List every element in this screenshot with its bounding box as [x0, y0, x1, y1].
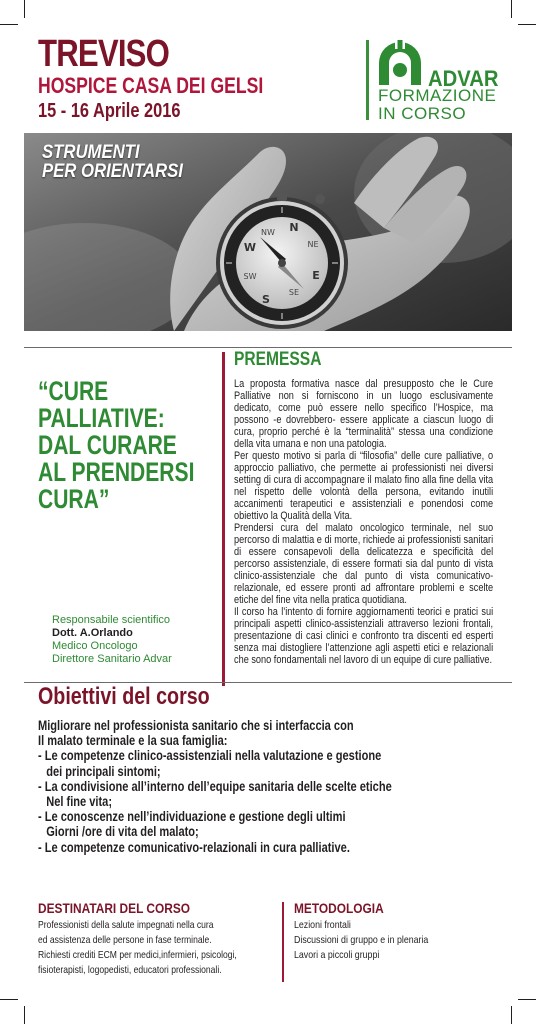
photo-title-line: PER ORIENTARSI	[42, 161, 183, 182]
crop-mark	[0, 24, 18, 25]
obiettivi-heading: Obiettivi del corso	[38, 683, 210, 710]
obiettivi-line: Nel fine vita;	[46, 794, 113, 810]
crop-mark	[24, 0, 25, 18]
obiettivi-line: - Le competenze comunicativo-relazionali in cura palliative.	[38, 839, 350, 855]
premessa-paragraph: La proposta formativa nasce dal presupposto che le Cure Palliative non si forniscono in un luogo esclusivamente dedicato, come può essere nello specifico l’Hospice, ma possono -e dovrebbero- essere applicate a ciascun luogo di cura, proprio perché è la “terminalità” stessa una condizione della vita umana e non una patologia.	[234, 378, 494, 450]
crop-mark	[511, 0, 512, 18]
logo-name: ADVAR	[428, 66, 499, 91]
compass-letter-s: S	[262, 293, 270, 306]
obiettivi-line: Migliorare nel professionista sanitario che si interfaccia con	[38, 718, 354, 733]
obiettivi-line: - La condivisione all’interno dell’equipe sanitaria delle scelte etiche	[38, 778, 392, 794]
logo-tagline: IN CORSO	[378, 104, 467, 123]
premessa-heading: PREMESSA	[234, 349, 322, 370]
venue-name: HOSPICE CASA DEI GELSI	[38, 73, 264, 98]
section-divider	[24, 347, 512, 348]
logo-tagline: FORMAZIONE	[378, 86, 497, 105]
logo-divider	[366, 40, 369, 120]
obiettivi-line: dei principali sintomi;	[46, 763, 161, 779]
metodologia-line: Lezioni frontali	[294, 919, 351, 931]
destinatari-line: Richiesti crediti ECM per medici,infermieri, psicologi,	[38, 950, 237, 961]
scientific-lead-label: Responsabile scientifico	[52, 614, 171, 626]
scientific-lead-role: Medico Oncologo	[52, 640, 138, 652]
pull-quote-line: AL PRENDERSI	[38, 457, 195, 487]
crop-mark	[0, 999, 18, 1000]
metodologia-text	[294, 918, 428, 963]
premessa-paragraph: Per questo motivo si parla di “filosofia” delle cure palliative, o approccio palliativo, che permette ai professionisti nei diversi setting di cura di accompagnare il malato fino alla fine della vita nel rispetto delle volontà della persona, evitando inutili accanimenti terapeutici e assistenziali e ponendosi come obiettivo la Qualità della Vita.	[234, 450, 494, 522]
metodologia-line: Discussioni di gruppo e in plenaria	[294, 934, 429, 946]
column-divider	[222, 352, 225, 686]
pull-quote	[38, 376, 195, 514]
compass-letter-nw: NW	[261, 228, 275, 237]
compass-letter-se: SE	[288, 288, 300, 297]
destinatari-line: Professionisti della salute impegnati nella cura	[38, 920, 214, 931]
crop-mark	[518, 999, 536, 1000]
pull-quote-line: PALLIATIVE:	[38, 403, 165, 433]
compass-letter-sw: SW	[243, 272, 257, 281]
compass-letter-ne: NE	[307, 240, 319, 249]
obiettivi-line: - Le conoscenze nell’individuazione e gestione degli ultimi	[38, 809, 346, 825]
crop-mark	[518, 24, 536, 25]
page-title: TREVISO	[38, 33, 170, 75]
scientific-lead-name: Dott. A.Orlando	[52, 627, 133, 639]
obiettivi-list	[38, 718, 464, 855]
metodologia-heading: METODOLOGIA	[294, 900, 384, 916]
compass-letter-n: N	[289, 221, 299, 234]
column-divider	[282, 902, 284, 982]
hero-photo	[24, 133, 512, 331]
obiettivi-line: - Le competenze clinico-assistenziali nella valutazione e gestione	[38, 748, 382, 764]
advar-emblem-icon	[376, 40, 432, 90]
photo-title	[42, 143, 183, 181]
compass-letter-e: E	[312, 269, 320, 282]
event-dates: 15 - 16 Aprile 2016	[38, 100, 181, 122]
premessa-paragraph: Prendersi cura del malato oncologico terminale, nel suo percorso di malattia e di morte, richiede ai professionisti sanitari di essere consapevoli della delicatezza e specificità del percorso assistenziale, di essere formati sia dal punto di vista clinico-assistenziale che dal punto di vista comunicativo-relazionale, ed essere pronti ad affrontare problemi e scelte etiche del fine vita nella pratica quotidiana.	[234, 522, 494, 606]
destinatari-heading: DESTINATARI DEL CORSO	[38, 900, 191, 916]
premessa-text	[234, 378, 493, 666]
scientific-lead	[52, 614, 172, 666]
crop-mark	[24, 1006, 25, 1024]
destinatari-line: fisioterapisti, logopedisti, educatori professionali.	[38, 965, 222, 976]
scientific-lead-role: Direttore Sanitario Advar	[52, 653, 172, 665]
metodologia-line: Lavori a piccoli gruppi	[294, 949, 380, 961]
header	[38, 33, 320, 124]
obiettivi-line: Giorni /ore di vita del malato;	[46, 824, 199, 840]
advar-logo	[376, 40, 526, 122]
compass-letter-w: W	[243, 241, 257, 254]
obiettivi-line: Il malato terminale e la sua famiglia:	[38, 733, 228, 749]
pull-quote-line: “CURE	[38, 376, 109, 406]
pull-quote-line: DAL CURARE	[38, 430, 177, 460]
destinatari-line: ed assistenza delle persone in fase terminale.	[38, 935, 212, 946]
premessa-paragraph: Il corso ha l’intento di fornire aggiornamenti teorici e pratici sui principali aspetti clinico-assistenziali attraverso lezioni frontali, presentazione di casi clinici e confronto tra discenti ed esperti senza mai distogliere l’attenzione agli aspetti etici e relazionali che sono fondamentali nel lavoro di un equipe di cure palliative.	[234, 606, 494, 666]
crop-mark	[511, 1006, 512, 1024]
photo-title-line: STRUMENTI	[42, 142, 140, 163]
destinatari-text	[38, 918, 243, 978]
pull-quote-line: CURA”	[38, 484, 110, 514]
